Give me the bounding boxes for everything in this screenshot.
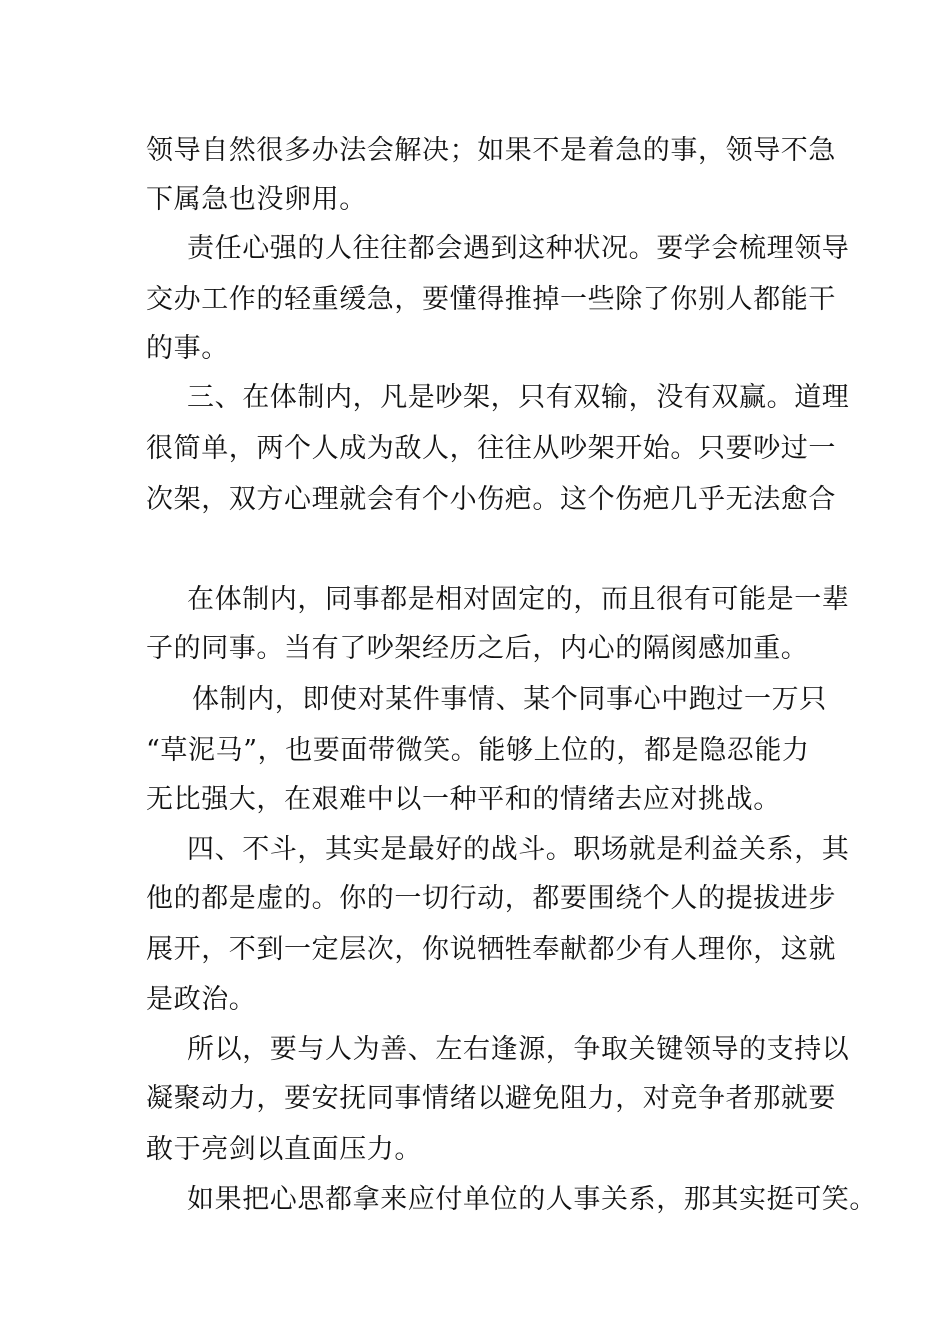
text-line: 子的同事。当有了吵架经历之后，内心的隔阂感加重。 — [146, 633, 809, 664]
text-line: “草泥马”，也要面带微笑。能够上位的，都是隐忍能力 — [146, 735, 810, 766]
paragraph-start-line: 在体制内，同事都是相对固定的，而且很有可能是一辈 — [187, 584, 850, 615]
text-line: 他的都是虚的。你的一切行动，都要围绕个人的提拔进步 — [146, 883, 836, 914]
text-line: 无比强大，在艰难中以一种平和的情绪去应对挑战。 — [146, 784, 781, 815]
text-line: 下属急也没卵用。 — [146, 184, 367, 215]
paragraph-start-line: 如果把心思都拿来应付单位的人事关系，那其实挺可笑。 — [187, 1184, 877, 1215]
text-line: 很简单，两个人成为敌人，往往从吵架开始。只要吵过一 — [146, 433, 836, 464]
text-line: 次架，双方心理就会有个小伤疤。这个伤疤几乎无法愈合 — [146, 484, 836, 515]
paragraph-start-line: 所以，要与人为善、左右逢源，争取关键领导的支持以 — [187, 1034, 850, 1065]
paragraph-start-line: 四、不斗，其实是最好的战斗。职场就是利益关系，其 — [187, 834, 850, 865]
text-line: 凝聚动力，要安抚同事情绪以避免阻力，对竞争者那就要 — [146, 1083, 836, 1114]
text-line: 敢于亮剑以直面压力。 — [146, 1134, 422, 1165]
paragraph-start-line: 三、在体制内，凡是吵架，只有双输，没有双赢。道理 — [187, 382, 850, 413]
paragraph-start-line: 责任心强的人往往都会遇到这种状况。要学会梳理领导 — [187, 233, 850, 264]
text-line: 交办工作的轻重缓急，要懂得推掉一些除了你别人都能干 — [146, 284, 836, 315]
text-line: 展开，不到一定层次，你说牺牲奉献都少有人理你，这就 — [146, 934, 836, 965]
text-line: 领导自然很多办法会解决；如果不是着急的事，领导不急 — [146, 135, 836, 166]
paragraph-start-line: 体制内，即使对某件事情、某个同事心中跑过一万只 — [192, 684, 827, 715]
text-line: 是政治。 — [146, 984, 257, 1015]
text-line: 的事。 — [146, 333, 229, 364]
